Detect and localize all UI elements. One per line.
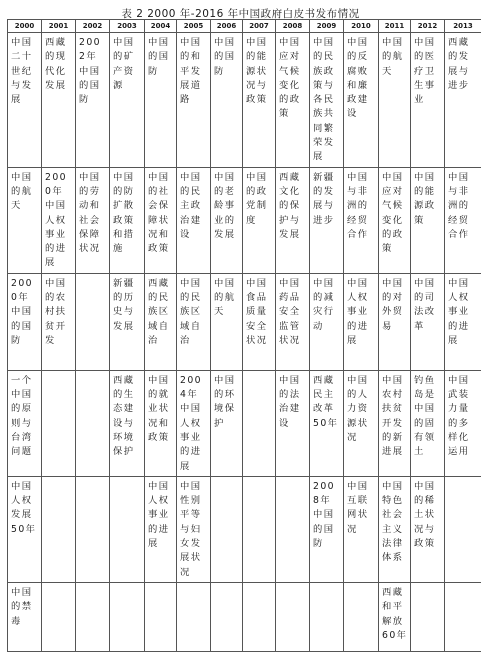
column-header: 2013 xyxy=(445,20,481,33)
column-header: 2007 xyxy=(243,20,276,33)
column-header: 2003 xyxy=(110,20,145,33)
table-cell: 中国的反腐败和廉政建设 xyxy=(344,33,379,168)
table-cell: 西藏和平解放60年 xyxy=(379,582,411,651)
table-cell: 中国的能源状况与政策 xyxy=(243,33,276,168)
header-row xyxy=(8,20,481,33)
table-cell: 中国的禁毒 xyxy=(8,582,42,651)
table-cell xyxy=(76,476,110,582)
table-cell: 西藏的现代化发展 xyxy=(42,33,76,168)
table-cell xyxy=(42,582,76,651)
table-row xyxy=(8,33,481,168)
table-row xyxy=(8,370,481,476)
table-cell: 中国与非洲的经贸合作 xyxy=(344,167,379,273)
table-cell: 中国农村扶贫开发的新进展 xyxy=(379,370,411,476)
table-cell xyxy=(276,476,310,582)
table-cell: 中国的航天 xyxy=(379,33,411,168)
table-row xyxy=(8,582,481,651)
table-cell xyxy=(76,273,110,370)
table-cell xyxy=(145,582,177,651)
column-header: 2005 xyxy=(177,20,211,33)
table-cell xyxy=(211,476,243,582)
table-cell xyxy=(445,476,481,582)
column-header: 2008 xyxy=(276,20,310,33)
table-cell xyxy=(276,582,310,651)
table-row xyxy=(8,167,481,273)
table-cell xyxy=(76,582,110,651)
table-cell: 中国的就业状况和政策 xyxy=(145,370,177,476)
table-cell xyxy=(411,582,445,651)
table-row xyxy=(8,273,481,370)
table-cell: 中国的民族政策与各民族共同繁荣发展 xyxy=(310,33,344,168)
table-cell: 中国的能源政策 xyxy=(411,167,445,273)
table-cell xyxy=(211,582,243,651)
table-cell: 中国应对气候变化的政策 xyxy=(379,167,411,273)
table-cell xyxy=(110,582,145,651)
table-cell: 2000年中国人权事业的进展 xyxy=(42,167,76,273)
table-cell: 西藏的发展与进步 xyxy=(445,33,481,168)
table-cell xyxy=(42,370,76,476)
table-cell xyxy=(76,370,110,476)
column-header: 2009 xyxy=(310,20,344,33)
table-cell: 中国的防扩散政策和措施 xyxy=(110,167,145,273)
table-cell: 中国的航天 xyxy=(211,273,243,370)
column-header: 2011 xyxy=(379,20,411,33)
table-cell: 一个中国的原则与台湾问题 xyxy=(8,370,42,476)
table-cell: 中国食品质量安全状况 xyxy=(243,273,276,370)
table-cell: 中国与非洲的经贸合作 xyxy=(445,167,481,273)
table-cell: 中国的政党制度 xyxy=(243,167,276,273)
table-cell: 西藏的生态建设与环境保护 xyxy=(110,370,145,476)
table-cell: 中国性别平等与妇女发展状况 xyxy=(177,476,211,582)
table-cell: 2004年中国人权事业的进展 xyxy=(177,370,211,476)
table-cell: 中国二十世纪与发展 xyxy=(8,33,42,168)
table-cell: 中国的法治建设 xyxy=(276,370,310,476)
table-cell: 中国的农村扶贫开发 xyxy=(42,273,76,370)
column-header: 2001 xyxy=(42,20,76,33)
table-cell: 中国药品安全监管状况 xyxy=(276,273,310,370)
table-cell: 中国的国防 xyxy=(145,33,177,168)
table-cell xyxy=(243,582,276,651)
table-cell: 中国的矿产资源 xyxy=(110,33,145,168)
table-cell: 2008年中国的国防 xyxy=(310,476,344,582)
table-cell xyxy=(310,582,344,651)
table-cell xyxy=(177,582,211,651)
table-cell: 中国的民主政治建设 xyxy=(177,167,211,273)
table-cell: 西藏的民族区域自治 xyxy=(145,273,177,370)
column-header: 2010 xyxy=(344,20,379,33)
table-cell: 新疆的发展与进步 xyxy=(310,167,344,273)
table-cell: 中国的人力资源状况 xyxy=(344,370,379,476)
table-cell: 中国特色社会主义法律体系 xyxy=(379,476,411,582)
table-title: 表 2 2000 年-2016 年中国政府白皮书发布情况 xyxy=(0,6,481,21)
table-cell: 西藏文化的保护与发展 xyxy=(276,167,310,273)
table-cell: 中国人权发展50年 xyxy=(8,476,42,582)
column-header: 2006 xyxy=(211,20,243,33)
table-cell xyxy=(42,476,76,582)
table-cell: 中国人权事业的进展 xyxy=(445,273,481,370)
column-header: 2002 xyxy=(76,20,110,33)
table-cell: 中国的司法改革 xyxy=(411,273,445,370)
column-header: 2012 xyxy=(411,20,445,33)
table-cell xyxy=(243,370,276,476)
table-cell: 中国的民族区域自治 xyxy=(177,273,211,370)
white-paper-table xyxy=(7,19,481,652)
table-cell: 中国的航天 xyxy=(8,167,42,273)
table-cell xyxy=(445,582,481,651)
table-cell: 中国人权事业的进展 xyxy=(344,273,379,370)
table-cell: 中国的医疗卫生事业 xyxy=(411,33,445,168)
table-cell xyxy=(344,582,379,651)
table-cell: 中国的环境保护 xyxy=(211,370,243,476)
table-cell: 中国武装力量的多样化运用 xyxy=(445,370,481,476)
table-cell: 中国互联网状况 xyxy=(344,476,379,582)
table-cell: 新疆的历史与发展 xyxy=(110,273,145,370)
table-cell xyxy=(243,476,276,582)
table-cell: 中国的稀土状况与政策 xyxy=(411,476,445,582)
table-cell: 钓鱼岛是中国的固有领土 xyxy=(411,370,445,476)
table-cell: 中国的劳动和社会保障状况 xyxy=(76,167,110,273)
table-cell: 中国的和平发展道路 xyxy=(177,33,211,168)
table-cell: 中国的减灾行动 xyxy=(310,273,344,370)
table-cell: 西藏民主改革50年 xyxy=(310,370,344,476)
table-cell: 中国人权事业的进展 xyxy=(145,476,177,582)
column-header: 2004 xyxy=(145,20,177,33)
table-cell: 2002年中国的国防 xyxy=(76,33,110,168)
table-cell: 中国的社会保障状况和政策 xyxy=(145,167,177,273)
table-cell xyxy=(110,476,145,582)
table-row xyxy=(8,476,481,582)
column-header: 2000 xyxy=(8,20,42,33)
table-cell: 中国应对气候变化的政策 xyxy=(276,33,310,168)
table-cell: 2000年中国的国防 xyxy=(8,273,42,370)
table-cell: 中国的国防 xyxy=(211,33,243,168)
table-cell: 中国的老龄事业的发展 xyxy=(211,167,243,273)
table-cell: 中国的对外贸易 xyxy=(379,273,411,370)
